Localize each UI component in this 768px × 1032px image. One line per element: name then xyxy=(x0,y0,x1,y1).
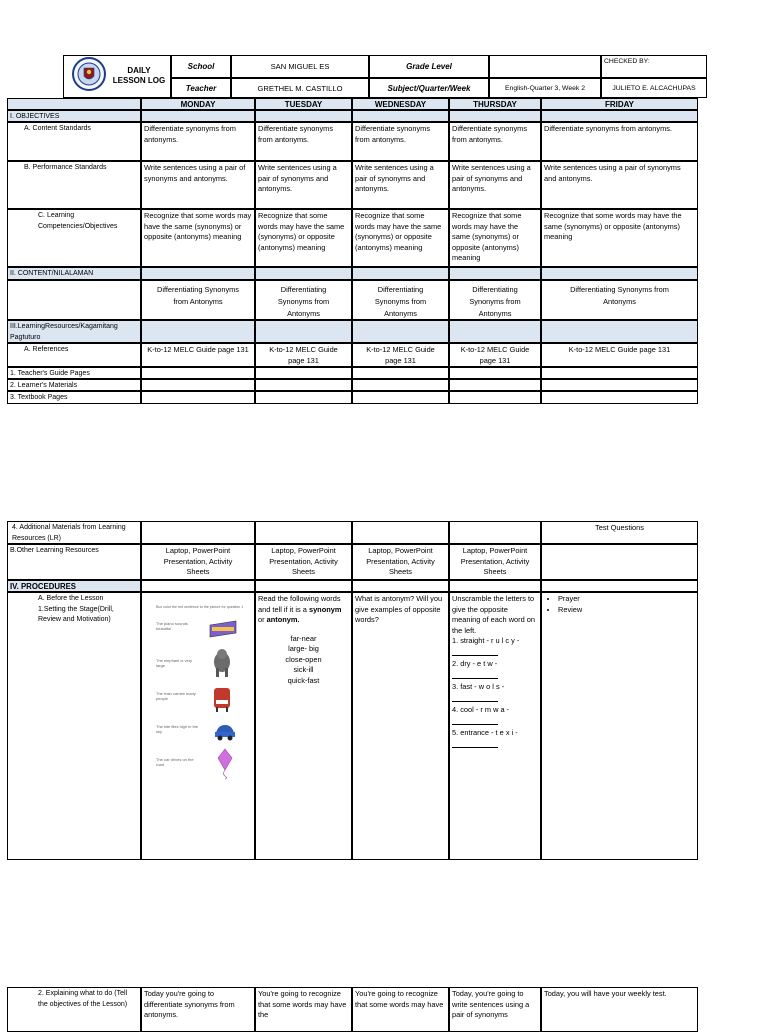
title-line2: LESSON LOG xyxy=(112,76,166,85)
tuesday-word-pair: large- big xyxy=(288,644,319,653)
tuesday-word-pair: quick-fast xyxy=(287,675,320,685)
topic-thursday: Differentiating Synonyms from Antonyms xyxy=(449,280,541,320)
school-label: School xyxy=(171,55,231,78)
day-monday: MONDAY xyxy=(141,98,255,110)
subject-label: Subject/Quarter/Week xyxy=(369,78,489,98)
before-lesson-friday xyxy=(541,592,698,860)
answer-blank xyxy=(452,739,498,748)
explaining-thursday: Today, you're going to write sentences using a pair of synonyms xyxy=(449,987,541,1032)
piano-icon xyxy=(212,685,234,713)
before-lesson-monday xyxy=(141,592,255,860)
topic-wednesday: Differentiating Synonyms from Antonyms xyxy=(352,280,449,320)
other-resources-friday xyxy=(541,544,698,580)
thursday-intro: Unscramble the letters to give the opposite meaning of each word on the left. xyxy=(452,594,535,635)
day-wednesday: WEDNESDAY xyxy=(352,98,449,110)
before-lesson-thursday xyxy=(449,592,541,860)
row-teachers-guide-label: 1. Teacher's Guide Pages xyxy=(7,367,141,379)
competencies-wednesday: Recognize that some words may have the same (synonyms) or opposite (antonyms) meaning xyxy=(352,209,449,267)
topic-monday: Differentiating Synonyms from Antonyms xyxy=(141,280,255,320)
answer-blank xyxy=(452,670,498,679)
explaining-wednesday: You're going to recognize that some words may have xyxy=(352,987,449,1032)
answer-blank xyxy=(452,693,498,702)
references-thursday: K-to-12 MELC Guide page 131 xyxy=(449,343,541,367)
day-tuesday: TUESDAY xyxy=(255,98,352,110)
answer-blank xyxy=(452,716,498,725)
other-resources-monday: Laptop, PowerPoint Presentation, Activity Sheets xyxy=(141,544,255,580)
performance-monday: Write sentences using a pair of synonyms and antonyms. xyxy=(141,161,255,209)
tuesday-word-pair: far-near xyxy=(290,633,317,643)
performance-thursday: Write sentences using a pair of synonyms and antonyms. xyxy=(449,161,541,209)
performance-tuesday: Write sentences using a pair of synonyms and antonyms. xyxy=(255,161,352,209)
performance-friday: Write sentences using a pair of synonyms and antonyms. xyxy=(541,161,698,209)
harmonica-icon xyxy=(208,619,238,641)
explaining-monday: Today you're going to differentiate synonyms from antonyms. xyxy=(141,987,255,1032)
kite-icon xyxy=(216,748,234,780)
teacher-value: GRETHEL M. CASTILLO xyxy=(231,78,369,98)
competencies-tuesday: Recognize that some words may have the same (synonyms) or opposite (antonyms) meaning xyxy=(255,209,352,267)
references-monday: K-to-12 MELC Guide page 131 xyxy=(141,343,255,367)
competencies-friday: Recognize that some words may have the same (synonyms) or opposite (antonyms) meaning xyxy=(541,209,698,267)
thursday-item: 4. cool - r m w a - xyxy=(452,705,510,714)
checked-value: JULIETO E. ALCACHUPAS xyxy=(601,78,707,98)
thursday-item: 3. fast - w o l s - xyxy=(452,682,505,691)
title-line1: DAILY xyxy=(127,66,151,75)
competencies-monday: Recognize that some words may have the same (synonyms) or opposite (antonyms) meaning xyxy=(141,209,255,267)
monday-item-1: The piano sounds beautiful xyxy=(156,621,188,631)
friday-bullet-prayer: • Prayer xyxy=(558,594,695,605)
day-friday: FRIDAY xyxy=(541,98,698,110)
tuesday-antonym-word: antonym. xyxy=(266,615,300,624)
answer-blank xyxy=(452,647,498,656)
thursday-item: 2. dry - e t w - xyxy=(452,659,498,668)
row-explaining-label: 2. Explaining what to do (Tell the objectives of the Lesson) xyxy=(7,987,141,1032)
content-standards-wednesday: Differentiate synonyms from antonyms. xyxy=(352,122,449,161)
monday-activity-caption: Box color the red sentence to the picture for question 1 xyxy=(156,605,244,609)
tuesday-synonym-word: synonym xyxy=(308,604,342,614)
monday-item-2: The elephant is very large xyxy=(156,658,193,668)
references-friday: K-to-12 MELC Guide page 131 xyxy=(541,343,698,367)
row-learners-materials-label: 2. Learner's Materials xyxy=(7,379,141,391)
row-textbook-label: 3. Textbook Pages xyxy=(7,391,141,404)
subject-value: English-Quarter 3, Week 2 xyxy=(489,78,601,98)
row-additional-label: 4. Additional Materials from Learning Resources (LR) xyxy=(7,521,141,544)
topic-friday: Differentiating Synonyms from Antonyms xyxy=(541,280,698,320)
references-tuesday: K-to-12 MELC Guide page 131 xyxy=(255,343,352,367)
other-resources-tuesday: Laptop, PowerPoint Presentation, Activity Sheets xyxy=(255,544,352,580)
monday-item-3: The train carries many people xyxy=(156,691,196,701)
school-value: SAN MIGUEL ES xyxy=(231,55,369,78)
topic-tuesday: Differentiating Synonyms from Antonyms xyxy=(255,280,352,320)
content-standards-monday: Differentiate synonyms from antonyms. xyxy=(141,122,255,161)
before-lesson-wednesday: What is antonym? Will you give examples of opposite words? xyxy=(352,592,449,860)
row-references-label: A. References xyxy=(7,343,141,367)
section-procedures: IV. PROCEDURES xyxy=(7,580,141,592)
checked-label: CHECKED BY: xyxy=(601,55,707,78)
section-content: II. CONTENT/NILALAMAN xyxy=(7,267,141,280)
performance-wednesday: Write sentences using a pair of synonyms and antonyms. xyxy=(352,161,449,209)
section-resources: III.LearningResources/Kagamitang Pagtuturo xyxy=(7,320,141,343)
day-thursday: THURSDAY xyxy=(449,98,541,110)
thursday-item: 5. entrance - t e x i - xyxy=(452,728,518,737)
elephant-icon xyxy=(212,648,232,678)
content-standards-tuesday: Differentiate synonyms from antonyms. xyxy=(255,122,352,161)
before-lesson-tuesday xyxy=(255,592,352,860)
tuesday-word-pair: close-open xyxy=(285,654,322,664)
car-icon xyxy=(213,721,237,741)
monday-item-4: The kite flies high in the sky xyxy=(156,724,199,734)
content-standards-thursday: Differentiate synonyms from antonyms. xyxy=(449,122,541,161)
other-resources-wednesday: Laptop, PowerPoint Presentation, Activity Sheets xyxy=(352,544,449,580)
friday-bullet-review: • Review xyxy=(558,605,695,616)
thursday-item: 1. straight - r u l c y - xyxy=(452,636,520,645)
tuesday-or-word: or xyxy=(258,615,265,624)
grade-value xyxy=(489,55,601,78)
content-standards-friday: Differentiate synonyms from antonyms. xyxy=(541,122,698,161)
row-competencies-label: C. Learning Competencies/Objectives xyxy=(7,209,141,267)
row-content-standards-label: A. Content Standards xyxy=(7,122,141,161)
row-before-lesson-label: A. Before the Lesson 1.Setting the Stage(Drill, Review and Motivation) xyxy=(7,592,141,860)
row-other-resources-label: B.Other Learning Resources xyxy=(7,544,141,580)
explaining-tuesday: You're going to recognize that some words may have the xyxy=(255,987,352,1032)
section-objectives: I. OBJECTIVES xyxy=(7,110,141,122)
other-resources-thursday: Laptop, PowerPoint Presentation, Activity Sheets xyxy=(449,544,541,580)
monday-item-5: The car drives on the road xyxy=(156,757,194,767)
references-wednesday: K-to-12 MELC Guide page 131 xyxy=(352,343,449,367)
tuesday-intro: Read the following words and tell if it is a xyxy=(258,594,341,614)
grade-label: Grade Level xyxy=(369,55,489,78)
additional-friday: Test Questions xyxy=(541,521,698,544)
tuesday-word-pair: sick-ill xyxy=(293,665,314,674)
day-header-blank xyxy=(7,98,141,110)
row-performance-standards-label: B. Performance Standards xyxy=(7,161,141,209)
teacher-label: Teacher xyxy=(171,78,231,98)
explaining-friday: Today, you will have your weekly test. xyxy=(541,987,698,1032)
deped-seal-logo xyxy=(72,57,106,91)
competencies-thursday: Recognize that some words may have the same (synonyms) or opposite (antonyms) meaning xyxy=(449,209,541,267)
